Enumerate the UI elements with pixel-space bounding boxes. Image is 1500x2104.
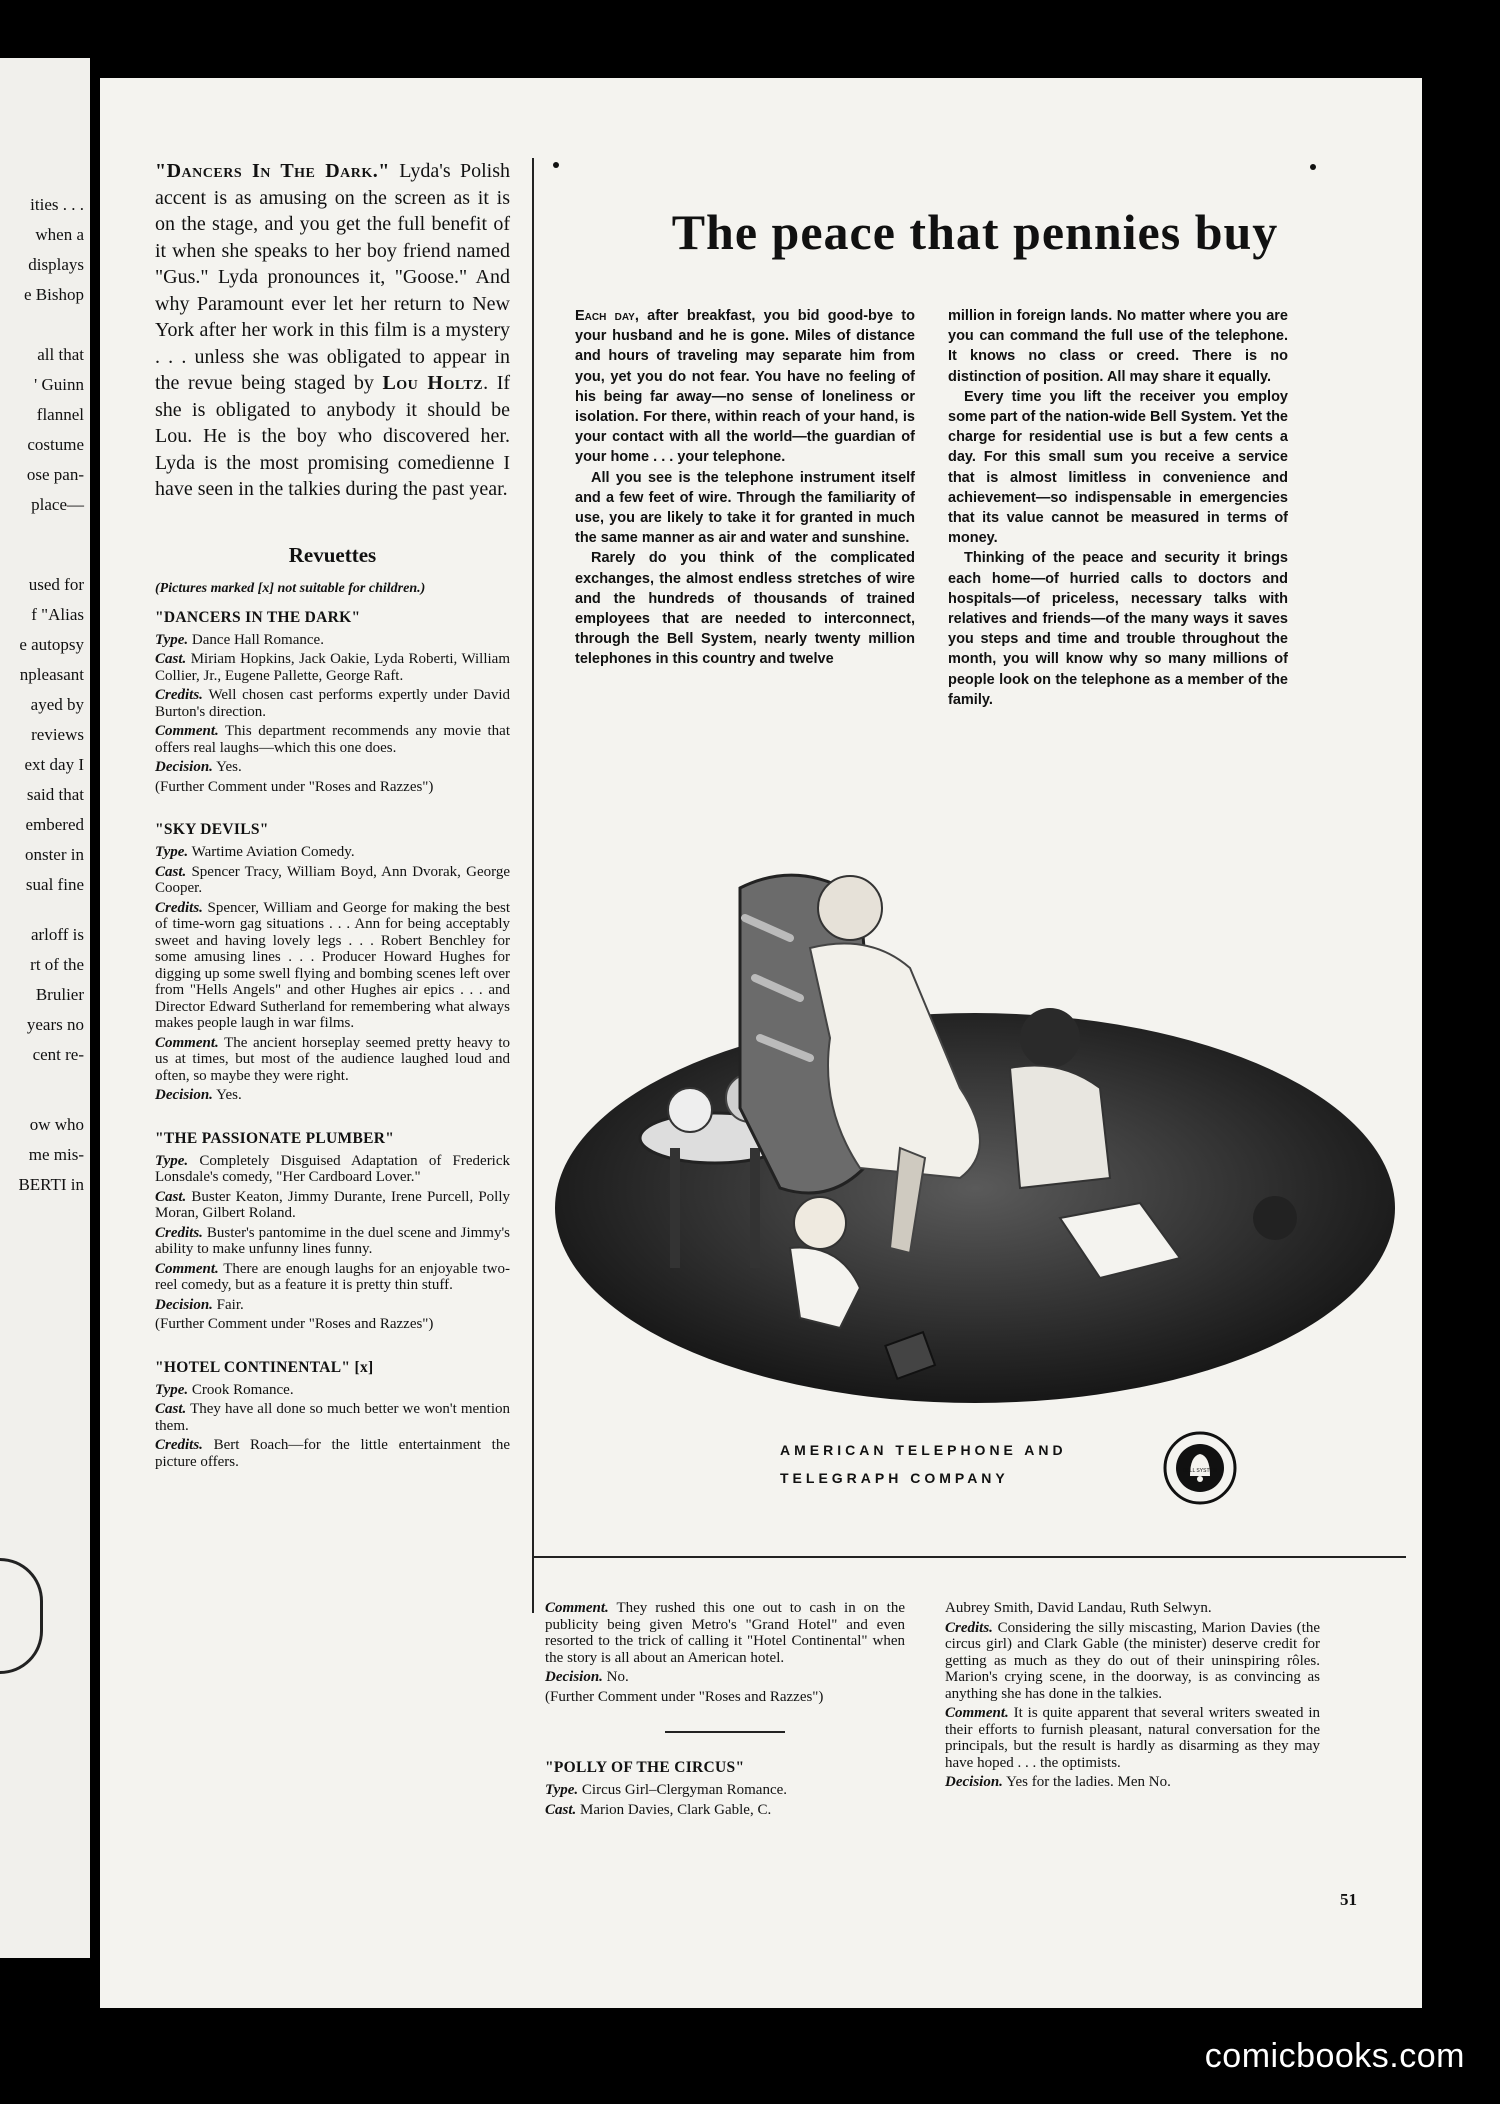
review-credits: Credits. Considering the silly miscasting, Marion Davies (the circus girl) and Clark Gable (the minister) deserve credit for getting as much as they do out of their uninspiring rôles. Marion's crying scene, in the doorway, is as convincing as anything she has done in the talkies. bbox=[945, 1619, 1321, 1702]
girl-dress-shape bbox=[1010, 1066, 1110, 1189]
review-comment: Comment. They rushed this one out to cash in on the publicity being given Metro's "Grand Hotel" and even resorted to the trick of calling it "Hotel Continental" when the story is all about an American hotel. bbox=[545, 1600, 905, 1666]
facing-page-text-fragment: BERTI in bbox=[18, 1175, 84, 1194]
facing-page-text-fragment: e Bishop bbox=[24, 285, 84, 304]
ad-corner-dot bbox=[553, 162, 559, 168]
review-credits: Credits. Buster's pantomime in the duel scene and Jimmy's ability to make unfunny lines funny. bbox=[155, 1224, 511, 1257]
facing-page-text-fragment: ities . . . bbox=[30, 195, 84, 214]
review-title: "DANCERS IN THE DARK" bbox=[155, 608, 361, 626]
facing-page-text-fragment: e autopsy bbox=[19, 635, 84, 654]
review-type: Type. Crook Romance. bbox=[155, 1381, 294, 1398]
review-sky-devils bbox=[155, 821, 510, 1104]
facing-page-text-fragment: ow who bbox=[29, 1115, 84, 1134]
review-passionate-plumber bbox=[155, 1130, 510, 1333]
svg-text:BELL SYSTEM: BELL SYSTEM bbox=[1183, 1468, 1217, 1474]
facing-page-text-fragment: cent re- bbox=[32, 1045, 84, 1064]
ad-paragraph: Every time you lift the receiver you employ some part of the nation-wide Bell System. Yet the charge for residential use is but a few cents a day. For this small sum you receive a service that is almost limitless in convenience and achievement—so indispensable in emergencies that its value cannot be measured in terms of money. bbox=[948, 388, 1288, 547]
toddler-head-shape bbox=[794, 1197, 846, 1249]
facing-page-text-fragment: said that bbox=[26, 785, 84, 804]
review-comment: Comment. It is quite apparent that several writers sweated in their efforts to furnish pleasant, natural conversation for the principals, but the result is hardly as disarming as they may have hoped . . . the optimists. bbox=[945, 1705, 1320, 1771]
review-type: Type. Wartime Aviation Comedy. bbox=[155, 844, 355, 860]
intro-paragraph: "Dancers In The Dark." Lyda's Polish accent is as amusing on the screen as it is on the stage, and you get the full benefit of it when she speaks to her boy friend named "Gus." Lyda pronounces it, "Goose." And why Paramount ever let her return to New York after her work in this film is a mystery . . . unless she was obligated to appear in the revue being staged by Lou Holtz. If she is obligated to anybody it should be Lou. He is the boy who discovered her. Lyda is the most promising comedienne I have seen in the talkies during the past year. bbox=[155, 160, 511, 500]
facing-page-text-fragment: sual fine bbox=[25, 875, 84, 894]
company-name: AMERICAN TELEPHONE AND TELEGRAPH COMPANY bbox=[780, 1442, 1067, 1486]
review-cast: Cast. Buster Keaton, Jimmy Durante, Irene Purcell, Polly Moran, Gilbert Roland. bbox=[155, 1188, 510, 1221]
revuettes-title: Revuettes bbox=[288, 542, 377, 567]
review-extra: (Further Comment under "Roses and Razzes") bbox=[155, 1316, 434, 1332]
facing-page-text-fragment: displays bbox=[28, 255, 84, 274]
facing-page-text-fragment: ayed by bbox=[30, 695, 84, 714]
facing-page-text-fragment: arloff is bbox=[30, 925, 84, 944]
facing-page-text-fragment: me mis- bbox=[28, 1145, 84, 1164]
facing-page-sketch bbox=[0, 1558, 43, 1674]
woman-head-shape bbox=[818, 876, 882, 940]
review-comment: Comment. There are enough laughs for an enjoyable two-reel comedy, but as a feature it is pretty thin stuff. bbox=[155, 1260, 511, 1293]
facing-page-text-fragment: all that bbox=[37, 345, 84, 364]
review-title: "SKY DEVILS" bbox=[155, 821, 269, 838]
magazine-page bbox=[100, 78, 1422, 2008]
review-cast: Cast. Miriam Hopkins, Jack Oakie, Lyda Roberti, William Collier, Jr., Eugene Pallette, George Raft. bbox=[155, 651, 510, 684]
bottom-middle-column bbox=[545, 1600, 905, 1844]
facing-page-text-fragment: ext day I bbox=[24, 755, 84, 774]
review-title: "THE PASSIONATE PLUMBER" bbox=[155, 1129, 395, 1147]
teapot-shape bbox=[668, 1088, 712, 1132]
ad-column-2 bbox=[948, 306, 1288, 710]
facing-page-text-fragment: ose pan- bbox=[26, 465, 84, 484]
review-polly-of-the-circus-continued bbox=[945, 1600, 1320, 1791]
facing-page-text-fragment: used for bbox=[28, 575, 84, 594]
review-hotel-continental bbox=[155, 1359, 510, 1471]
revuettes-note: (Pictures marked [x] not suitable for children.) bbox=[155, 580, 426, 596]
facing-page-text-fragment: flannel bbox=[36, 405, 84, 424]
review-cast: Cast. Spencer Tracy, William Boyd, Ann Dvorak, George Cooper. bbox=[155, 863, 510, 896]
review-decision: Decision. Yes for the ladies. Men No. bbox=[945, 1774, 1171, 1790]
facing-page-text-fragment: place— bbox=[31, 495, 84, 514]
ad-paragraph: Rarely do you think of the complicated exchanges, the almost endless stretches of wire and the hundreds of thousands of trained employees that are needed to interconnect, through the Bell System, nearly twenty million telephones in this country and twelve bbox=[575, 550, 915, 668]
facing-page-text-fragment: ' Guinn bbox=[34, 375, 84, 394]
review-decision: Decision. Fair. bbox=[155, 1296, 244, 1313]
review-title: "HOTEL CONTINENTAL" [x] bbox=[155, 1358, 374, 1376]
facing-page-text-fragment: rt of the bbox=[30, 955, 84, 974]
facing-page-text-fragment: reviews bbox=[31, 725, 84, 744]
doll-head-shape bbox=[1253, 1196, 1297, 1240]
ad-bottom-rule bbox=[533, 1556, 1406, 1558]
review-cast-continued: Aubrey Smith, David Landau, Ruth Selwyn. bbox=[945, 1600, 1212, 1616]
review-dancers-in-the-dark bbox=[155, 609, 510, 796]
ad-paragraph: million in foreign lands. No matter where you are you can command the full use of the telephone. It knows no class or creed. There is no distinction of position. All may share it equally. bbox=[948, 308, 1288, 385]
review-comment: Comment. The ancient horseplay seemed pretty heavy to us at times, but most of the audience laughed loud and often, so maybe they were right. bbox=[155, 1034, 510, 1084]
review-polly-of-the-circus bbox=[545, 1759, 905, 1818]
facing-page-text-fragment: Brulier bbox=[35, 985, 84, 1004]
column-rule bbox=[532, 158, 534, 1613]
site-watermark: comicbooks.com bbox=[1204, 2037, 1465, 2075]
review-credits: Credits. Well chosen cast performs expertly under David Burton's direction. bbox=[155, 687, 511, 720]
review-cast: Cast. Marion Davies, Clark Gable, C. bbox=[545, 1801, 772, 1818]
ad-column-1 bbox=[575, 306, 915, 670]
facing-page-text-fragment: costume bbox=[27, 435, 84, 454]
bell-system-logo bbox=[1162, 1430, 1238, 1506]
facing-page-text-fragment: when a bbox=[35, 225, 84, 244]
review-extra: (Further Comment under "Roses and Razzes") bbox=[155, 778, 434, 795]
review-type: Type. Circus Girl–Clergyman Romance. bbox=[545, 1782, 788, 1798]
bottom-right-column bbox=[945, 1600, 1320, 1817]
ad-paragraph: Each day, after breakfast, you bid good-bye to your husband and he is gone. Miles of distance and hours of traveling may separate him from you, yet you do not fear. You have no feeling of his being far away—no sense of loneliness or isolation. For there, within reach of your hand, is your contact with all the world—the guardian of your home . . . your telephone. bbox=[575, 308, 915, 466]
facing-page-text-fragment: years no bbox=[26, 1015, 84, 1034]
facing-page-text-fragment: onster in bbox=[24, 845, 84, 864]
left-column bbox=[155, 158, 510, 1496]
ad-paragraph: All you see is the telephone instrument itself and a few feet of wire. Through the familiarity of use, you are likely to take it for granted in much the same manner as air and water and sunshine. bbox=[575, 469, 915, 547]
review-decision: Decision. No. bbox=[545, 1669, 629, 1685]
ad-headline: The peace that pennies buy bbox=[671, 204, 1279, 260]
review-comment: Comment. This department recommends any movie that offers real laughs—which this one does. bbox=[155, 723, 511, 756]
facing-page-text-fragment: f "Alias bbox=[31, 605, 84, 624]
facing-page-text-fragment: embered bbox=[25, 815, 84, 834]
review-extra: (Further Comment under "Roses and Razzes") bbox=[545, 1688, 824, 1705]
review-decision: Decision. Yes. bbox=[155, 759, 242, 775]
facing-page-text-fragment: npleasant bbox=[19, 665, 84, 684]
facing-page-fragment bbox=[0, 58, 90, 1958]
page-number: 51 bbox=[1340, 1890, 1357, 1909]
ad-corner-dot bbox=[1310, 164, 1316, 170]
ad-paragraph: Thinking of the peace and security it brings each home—of hurried calls to doctors and hospitals—of priceless, necessary talks with relatives and friends—of the many ways it saves you steps and time and trouble throughout the month, you will know why so many millions of people look on the telephone as a member of the family. bbox=[948, 550, 1288, 708]
girl-head-shape bbox=[1020, 1008, 1080, 1068]
section-divider bbox=[665, 1731, 785, 1733]
review-credits: Credits. Bert Roach—for the little entertainment the picture offers. bbox=[155, 1437, 510, 1470]
review-cast: Cast. They have all done so much better we won't mention them. bbox=[155, 1401, 511, 1434]
review-type: Type. Completely Disguised Adaptation of Frederick Lonsdale's comedy, "Her Cardboard Lover." bbox=[155, 1152, 511, 1185]
ad-illustration-family-scene bbox=[540, 848, 1410, 1418]
review-title: "POLLY OF THE CIRCUS" bbox=[545, 1759, 745, 1776]
review-hotel-continental-continued bbox=[545, 1600, 905, 1705]
review-type: Type. Dance Hall Romance. bbox=[155, 631, 324, 648]
review-decision: Decision. Yes. bbox=[155, 1087, 242, 1103]
review-credits: Credits. Spencer, William and George for making the best of time-worn gag situations . . . Ann for being acceptably sweet and having lovely legs . . . Robert Benchley for some amusing lines . . . Producer Howard Hughes for digging up some swell flying and bombing scenes left over from "Hells Angels" and other Hughes air epics . . . and Director Edward Sutherland for remembering what always makes people laugh in war films. bbox=[155, 899, 510, 1031]
